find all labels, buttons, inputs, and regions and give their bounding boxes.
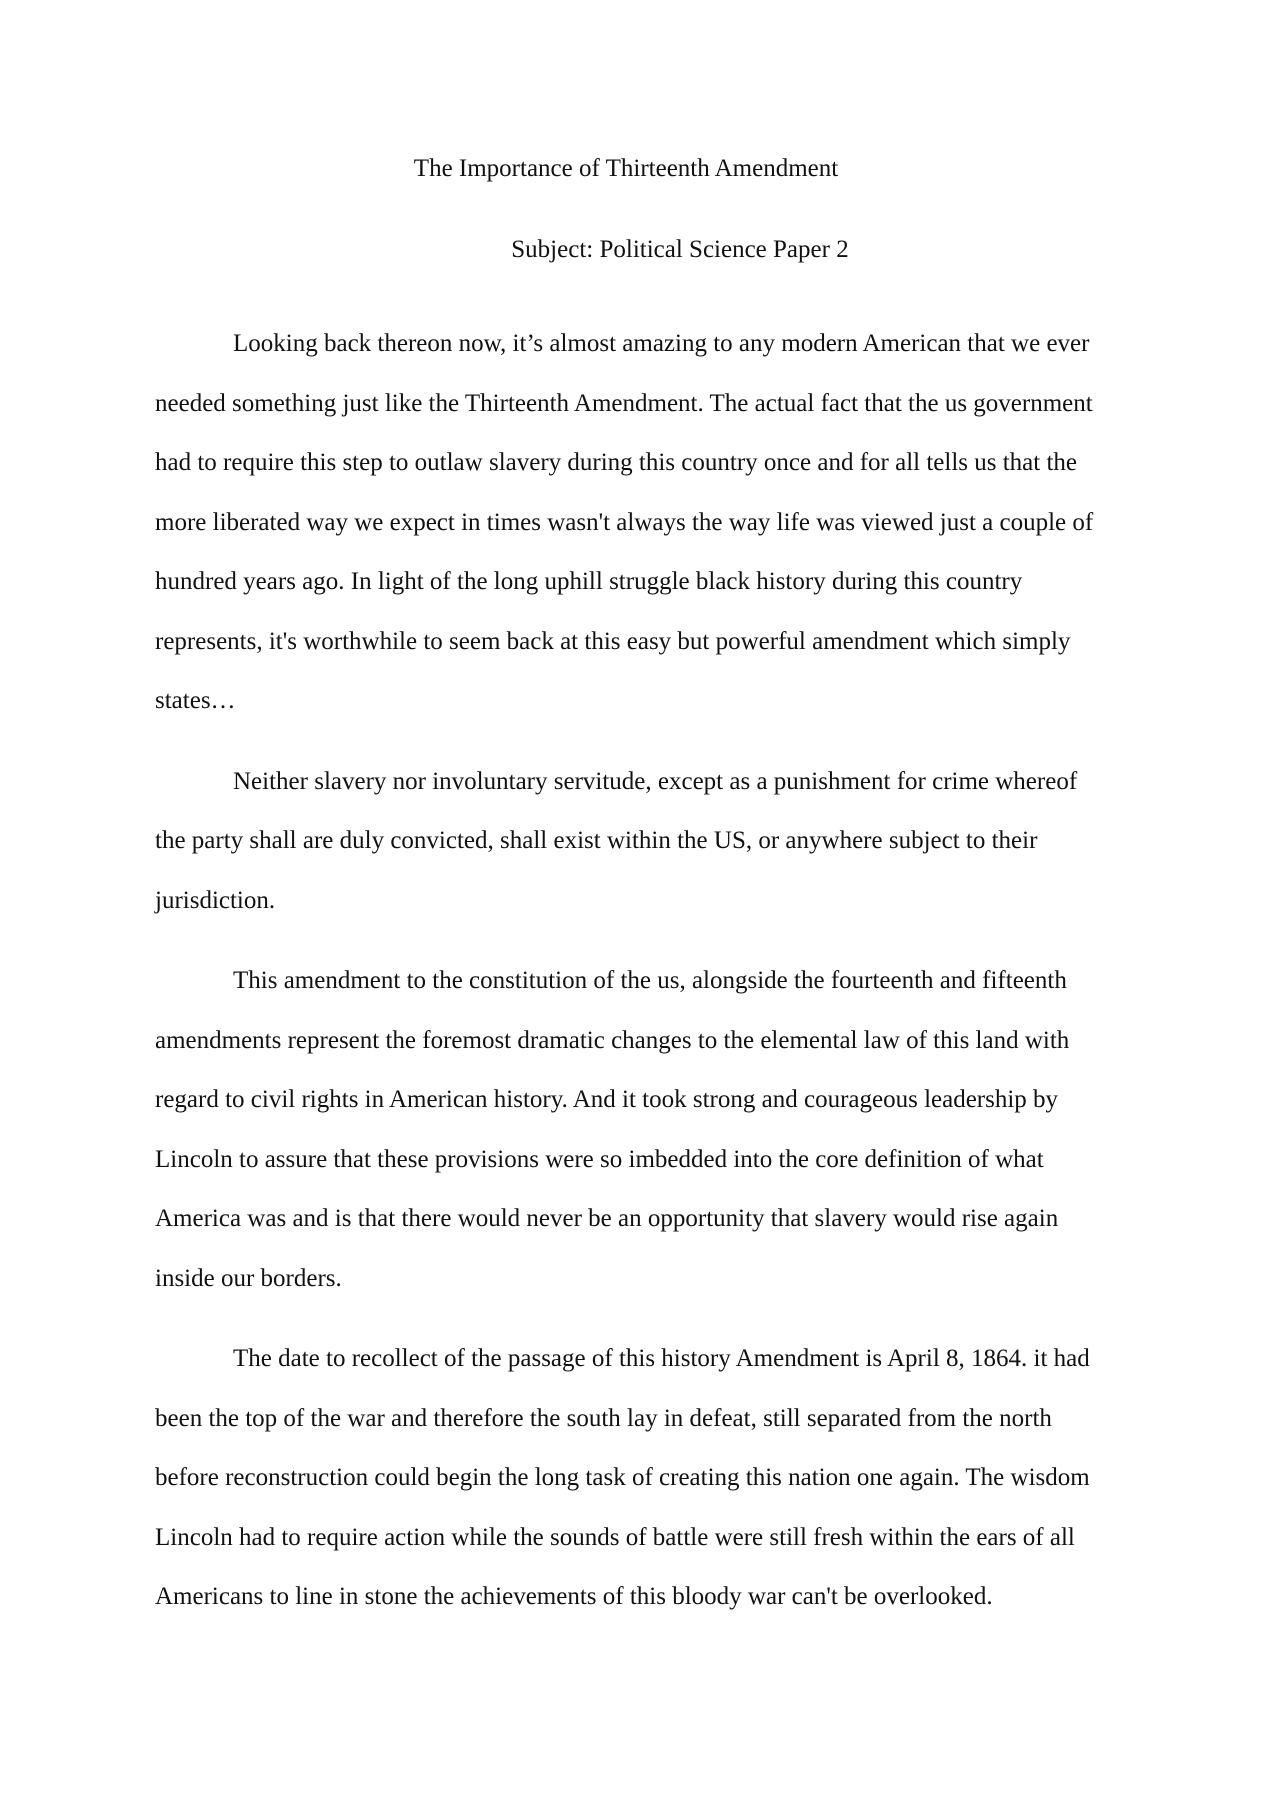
paragraph-line: Neither slavery nor involuntary servitude, except as a punishment for crime whereof xyxy=(233,767,1078,795)
document-body xyxy=(155,314,1135,1648)
paragraph-3 xyxy=(155,951,1135,1308)
paragraph-line: Lincoln had to require action while the sounds of battle were still fresh within the ears of all xyxy=(155,1523,1075,1551)
paragraph-2-amendment-quote xyxy=(155,752,1135,931)
paragraph-line: Looking back thereon now, it’s almost amazing to any modern American that we ever xyxy=(233,330,1090,357)
paragraph-line: before reconstruction could begin the long task of creating this nation one again. The wisdom xyxy=(155,1464,1090,1491)
document-subject: Subject: Political Science Paper 2 xyxy=(511,236,849,263)
document-title: The Importance of Thirteenth Amendment xyxy=(413,155,839,182)
paragraph-line: This amendment to the constitution of the us, alongside the fourteenth and fifteenth xyxy=(233,967,1067,994)
paragraph-1 xyxy=(155,314,1135,731)
paragraph-line: needed something just like the Thirteenth Amendment. The actual fact that the us government xyxy=(155,389,1093,417)
paragraph-line: America was and is that there would never be an opportunity that slavery would rise again xyxy=(155,1205,1059,1232)
paragraph-line: The date to recollect of the passage of this history Amendment is April 8, 1864. it had xyxy=(233,1345,1090,1372)
paragraph-line: inside our borders. xyxy=(155,1264,342,1292)
paragraph-line: more liberated way we expect in times wasn't always the way life was viewed just a couple of xyxy=(155,508,1094,536)
paragraph-line: had to require this step to outlaw slavery during this country once and for all tells us that the xyxy=(155,449,1078,476)
paragraph-line: been the top of the war and therefore the south lay in defeat, still separated from the north xyxy=(155,1404,1052,1432)
paragraph-line: states… xyxy=(155,687,236,714)
paragraph-line: Lincoln to assure that these provisions were so imbedded into the core definition of what xyxy=(155,1145,1044,1173)
paragraph-line: jurisdiction. xyxy=(155,886,276,914)
paragraph-line: represents, it's worthwhile to seem back at this easy but powerful amendment which simply xyxy=(155,627,1071,655)
paragraph-line: Americans to line in stone the achievements of this bloody war can't be overlooked. xyxy=(155,1583,993,1610)
paragraph-line: amendments represent the foremost dramatic changes to the elemental law of this land with xyxy=(155,1026,1070,1054)
paragraph-line: the party shall are duly convicted, shall exist within the US, or anywhere subject to their xyxy=(155,827,1038,854)
paragraph-line: regard to civil rights in American history. And it took strong and courageous leadership by xyxy=(155,1086,1059,1113)
paragraph-line: hundred years ago. In light of the long uphill struggle black history during this country xyxy=(155,568,1023,595)
paragraph-4 xyxy=(155,1329,1135,1627)
